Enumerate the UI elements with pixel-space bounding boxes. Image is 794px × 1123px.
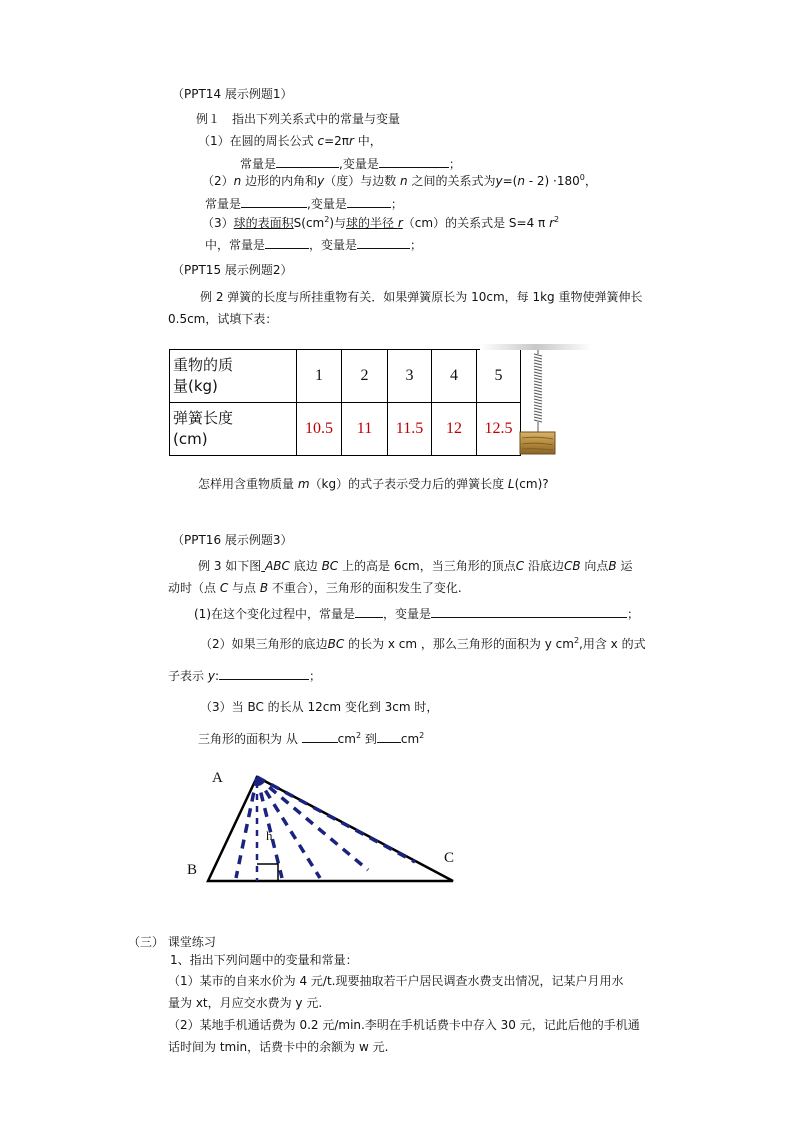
q1-pre: （1）在圆的周长公式 — [198, 134, 318, 148]
q3-mid2: )与 — [329, 216, 347, 230]
ppt15-label: （PPT15 展示例题2） — [172, 263, 293, 277]
q2-mid3: 之间的关系式为 — [407, 174, 496, 188]
q1-post: 中， — [353, 134, 382, 148]
mass-header-line1: 重物的质 — [173, 356, 234, 374]
ppt16-label: （PPT16 展示例题3） — [172, 533, 293, 547]
vertex-b-label: B — [187, 862, 198, 878]
q3-const-blank[interactable] — [265, 236, 309, 249]
dashed-line-4 — [257, 777, 368, 870]
q3-r: r — [397, 216, 403, 230]
example2-question — [198, 476, 549, 492]
q2-end: ， — [584, 174, 597, 188]
q3-mid1: S(cm — [293, 216, 325, 230]
q2-pre: （2） — [202, 174, 234, 188]
example1-q1 — [198, 133, 382, 149]
q2-eq2: - 2) ·180 — [524, 174, 580, 188]
q3-r2: r — [549, 216, 554, 230]
ex3-l1-end: 运 — [616, 559, 633, 573]
practice-p1-line2: 量为 xt，月应交水费为 y 元. — [168, 996, 323, 1010]
q3-end: ； — [410, 238, 423, 252]
practice-item1: 1、指出下列问题中的变量和常量： — [170, 953, 358, 967]
q1-r: r — [348, 134, 354, 148]
ex3-q2l2-pre: 子表示 — [168, 669, 208, 683]
q2-end-mark: ； — [390, 197, 403, 211]
example1-q1-answer — [240, 155, 461, 172]
ex3-q3a-sq1: 2 — [355, 731, 362, 740]
ex3-q2-mid1: 的长为 x cm ，那么三角形的面积为 y cm — [344, 637, 574, 651]
practice-p2-line1: （2）某地手机通话费为 0.2 元/min.李明在手机话费卡中存入 30 元，记此后他的手机通 — [168, 1018, 640, 1032]
example1-q2-answer — [205, 195, 403, 212]
ex3-l1-c: C — [515, 559, 525, 573]
q1-eq: =2π — [324, 134, 349, 148]
example3-q2-line1 — [200, 636, 646, 652]
q2-n3: n — [517, 174, 525, 188]
ex3-q2-pre: （2）如果三角形的底边 — [200, 637, 328, 651]
ex3-q1-end: ； — [627, 607, 640, 621]
length-header — [170, 403, 297, 456]
length-header-line2: (cm) — [173, 430, 208, 448]
example3-q3: （3）当 BC 的长从 12cm 变化到 3cm 时， — [200, 700, 439, 714]
example1-q2 — [202, 173, 597, 189]
q2-n2: n — [400, 174, 408, 188]
mass-row — [170, 350, 521, 403]
mass-cell-3: 3 — [388, 350, 432, 403]
vertex-c-label: C — [444, 850, 455, 866]
ceiling-bar — [480, 344, 592, 350]
q3-const-label: 中，常量是 — [205, 238, 266, 252]
q3-var-blank[interactable] — [357, 236, 410, 249]
ex3-q3a-cm1: cm — [337, 732, 356, 746]
ex3-q1-pre: (1)在这个变化过程中，常量是 — [194, 607, 355, 621]
example2-line1: 例 2 弹簧的长度与所挂重物有关．如果弹簧原长为 10cm，每 1kg 重物使弹簧伸长 — [200, 290, 643, 304]
q3-var-label: ，变量是 — [309, 238, 358, 252]
vertex-a-label: A — [212, 770, 223, 786]
ex2-q-pre: 怎样用含重物质量 — [198, 477, 298, 491]
ex3-q2-bc: BC — [327, 637, 345, 651]
q2-var-label: ,变量是 — [307, 197, 347, 211]
q3-underlined-area: 球的表面积 — [233, 216, 294, 230]
q1-var-label: ,变量是 — [339, 157, 379, 171]
ex3-l2-b: B — [259, 581, 269, 595]
q3-underlined-radius: 球的半径 — [346, 216, 398, 230]
spring-figure — [480, 340, 595, 460]
example2-line2: 0.5cm，试填下表： — [168, 312, 278, 326]
mass-cell-1: 1 — [297, 350, 342, 403]
ex3-l1-pre: 例 3 如下图 — [198, 559, 262, 573]
ex3-q2l2-colon: : — [214, 669, 219, 683]
q3-square: 2 — [324, 215, 330, 224]
ex3-q2-end: ,用含 x 的式 — [579, 637, 646, 651]
dashed-line-1 — [236, 777, 257, 878]
q3-mid3: （cm）的关系式是 S=4 π — [402, 216, 550, 230]
ex3-l1-bc: BC — [321, 559, 339, 573]
ex3-l1-mid2: 上的高是 6cm，当三角形的顶点 — [338, 559, 516, 573]
ex3-q3a-sq2: 2 — [419, 731, 425, 740]
ex3-q1-mid: ，变量是 — [383, 607, 432, 621]
length-cell-1: 10.5 — [297, 403, 342, 456]
ex3-l1-b: B — [608, 559, 617, 573]
q1-c: c — [317, 134, 325, 148]
length-header-line1: 弹簧长度 — [173, 409, 234, 427]
q2-eq1: =( — [502, 174, 518, 188]
q1-const-label: 常量是 — [240, 157, 277, 171]
q2-const-blank[interactable] — [241, 195, 307, 208]
mass-cell-4: 4 — [432, 350, 477, 403]
example1-title: 例１ 指出下列关系式中的常量与变量 — [196, 112, 401, 126]
q3-pre: （3） — [202, 216, 234, 230]
q2-mid2: （度）与边数 — [324, 174, 401, 188]
ex3-l2-mid1: 与点 — [228, 581, 260, 595]
spring-table — [169, 349, 521, 456]
example1-q3-answer — [205, 236, 422, 253]
example3-line1 — [198, 558, 632, 574]
q2-degree: 0 — [579, 173, 585, 182]
ex3-l1-mid3: 沿底边 — [524, 559, 564, 573]
height-label: h — [266, 828, 273, 843]
q2-y2: y — [495, 174, 503, 188]
practice-heading: （三） 课堂练习 — [128, 935, 216, 949]
mass-header-line2: 量(kg) — [173, 377, 218, 395]
ex3-q3a-cm2: cm — [400, 732, 420, 746]
example3-q2-line2 — [168, 667, 321, 684]
q1-var-blank[interactable] — [379, 155, 449, 168]
ex3-q2-expression-blank[interactable] — [219, 667, 309, 680]
example3-q1 — [194, 605, 639, 622]
spring-coil — [534, 350, 542, 432]
ex3-q3a-to: 到 — [361, 732, 377, 746]
ex3-l2-end: 不重合），三角形的面积发生了变化. — [268, 581, 462, 595]
ex2-q-L: L — [507, 477, 515, 491]
length-cell-4: 12 — [432, 403, 477, 456]
length-cell-3: 11.5 — [388, 403, 432, 456]
ex3-q1-const-blank[interactable] — [355, 605, 383, 618]
length-cell-2: 11 — [342, 403, 388, 456]
q3-power: 2 — [554, 215, 560, 224]
ex3-l1-mid1: 底边 — [289, 559, 322, 573]
dashed-triangle-sides — [236, 777, 415, 878]
ppt14-label: （PPT14 展示例题1） — [172, 87, 293, 101]
ex3-q2l2-y: y — [207, 669, 215, 683]
q2-n1: n — [233, 174, 242, 188]
q2-mid1: 边形的内角和 — [241, 174, 318, 188]
practice-p1-line1: （1）某市的自来水价为 4 元/t.现要抽取若干户居民调查水费支出情况，记某户月用水 — [168, 974, 624, 988]
triangle-figure — [200, 770, 460, 885]
ex3-l1-abc: ABC — [265, 559, 290, 573]
example3-line2 — [168, 580, 462, 596]
ex2-q-post: (cm)? — [514, 477, 549, 491]
practice-p2-line2: 话时间为 tmin，话费卡中的余额为 w 元. — [168, 1040, 389, 1054]
example1-q3 — [202, 215, 559, 231]
ex3-l2-c: C — [219, 581, 229, 595]
ex3-q2l2-end: ； — [308, 669, 321, 683]
q1-end: ； — [448, 157, 461, 171]
ex3-q3-from-blank[interactable] — [302, 730, 338, 743]
length-cell-5: 12.5 — [477, 403, 521, 456]
ex3-q2-square: 2 — [573, 636, 580, 645]
q2-y1: y — [317, 174, 325, 188]
mass-cell-2: 2 — [342, 350, 388, 403]
length-row — [170, 403, 521, 456]
q2-const-label: 常量是 — [205, 197, 242, 211]
q1-const-blank[interactable] — [276, 155, 339, 168]
mass-cell-5: 5 — [477, 350, 521, 403]
ex3-l2-pre: 动时（点 — [168, 581, 220, 595]
ex3-l1-cb: CB — [563, 559, 581, 573]
example3-q3-answer — [198, 730, 424, 747]
q2-var-blank[interactable] — [347, 195, 391, 208]
ex3-q3a-pre: 三角形的面积为 从 — [198, 732, 302, 746]
ex3-q1-var-blank[interactable] — [431, 605, 627, 618]
ex3-q3-to-blank[interactable] — [377, 730, 401, 743]
ex2-q-mid: （kg）的式子表示受力后的弹簧长度 — [309, 477, 508, 491]
ex3-l1-mid4: 向点 — [580, 559, 609, 573]
right-angle-mark — [257, 864, 278, 881]
ex2-q-m: m — [297, 477, 310, 491]
mass-header — [170, 350, 297, 403]
